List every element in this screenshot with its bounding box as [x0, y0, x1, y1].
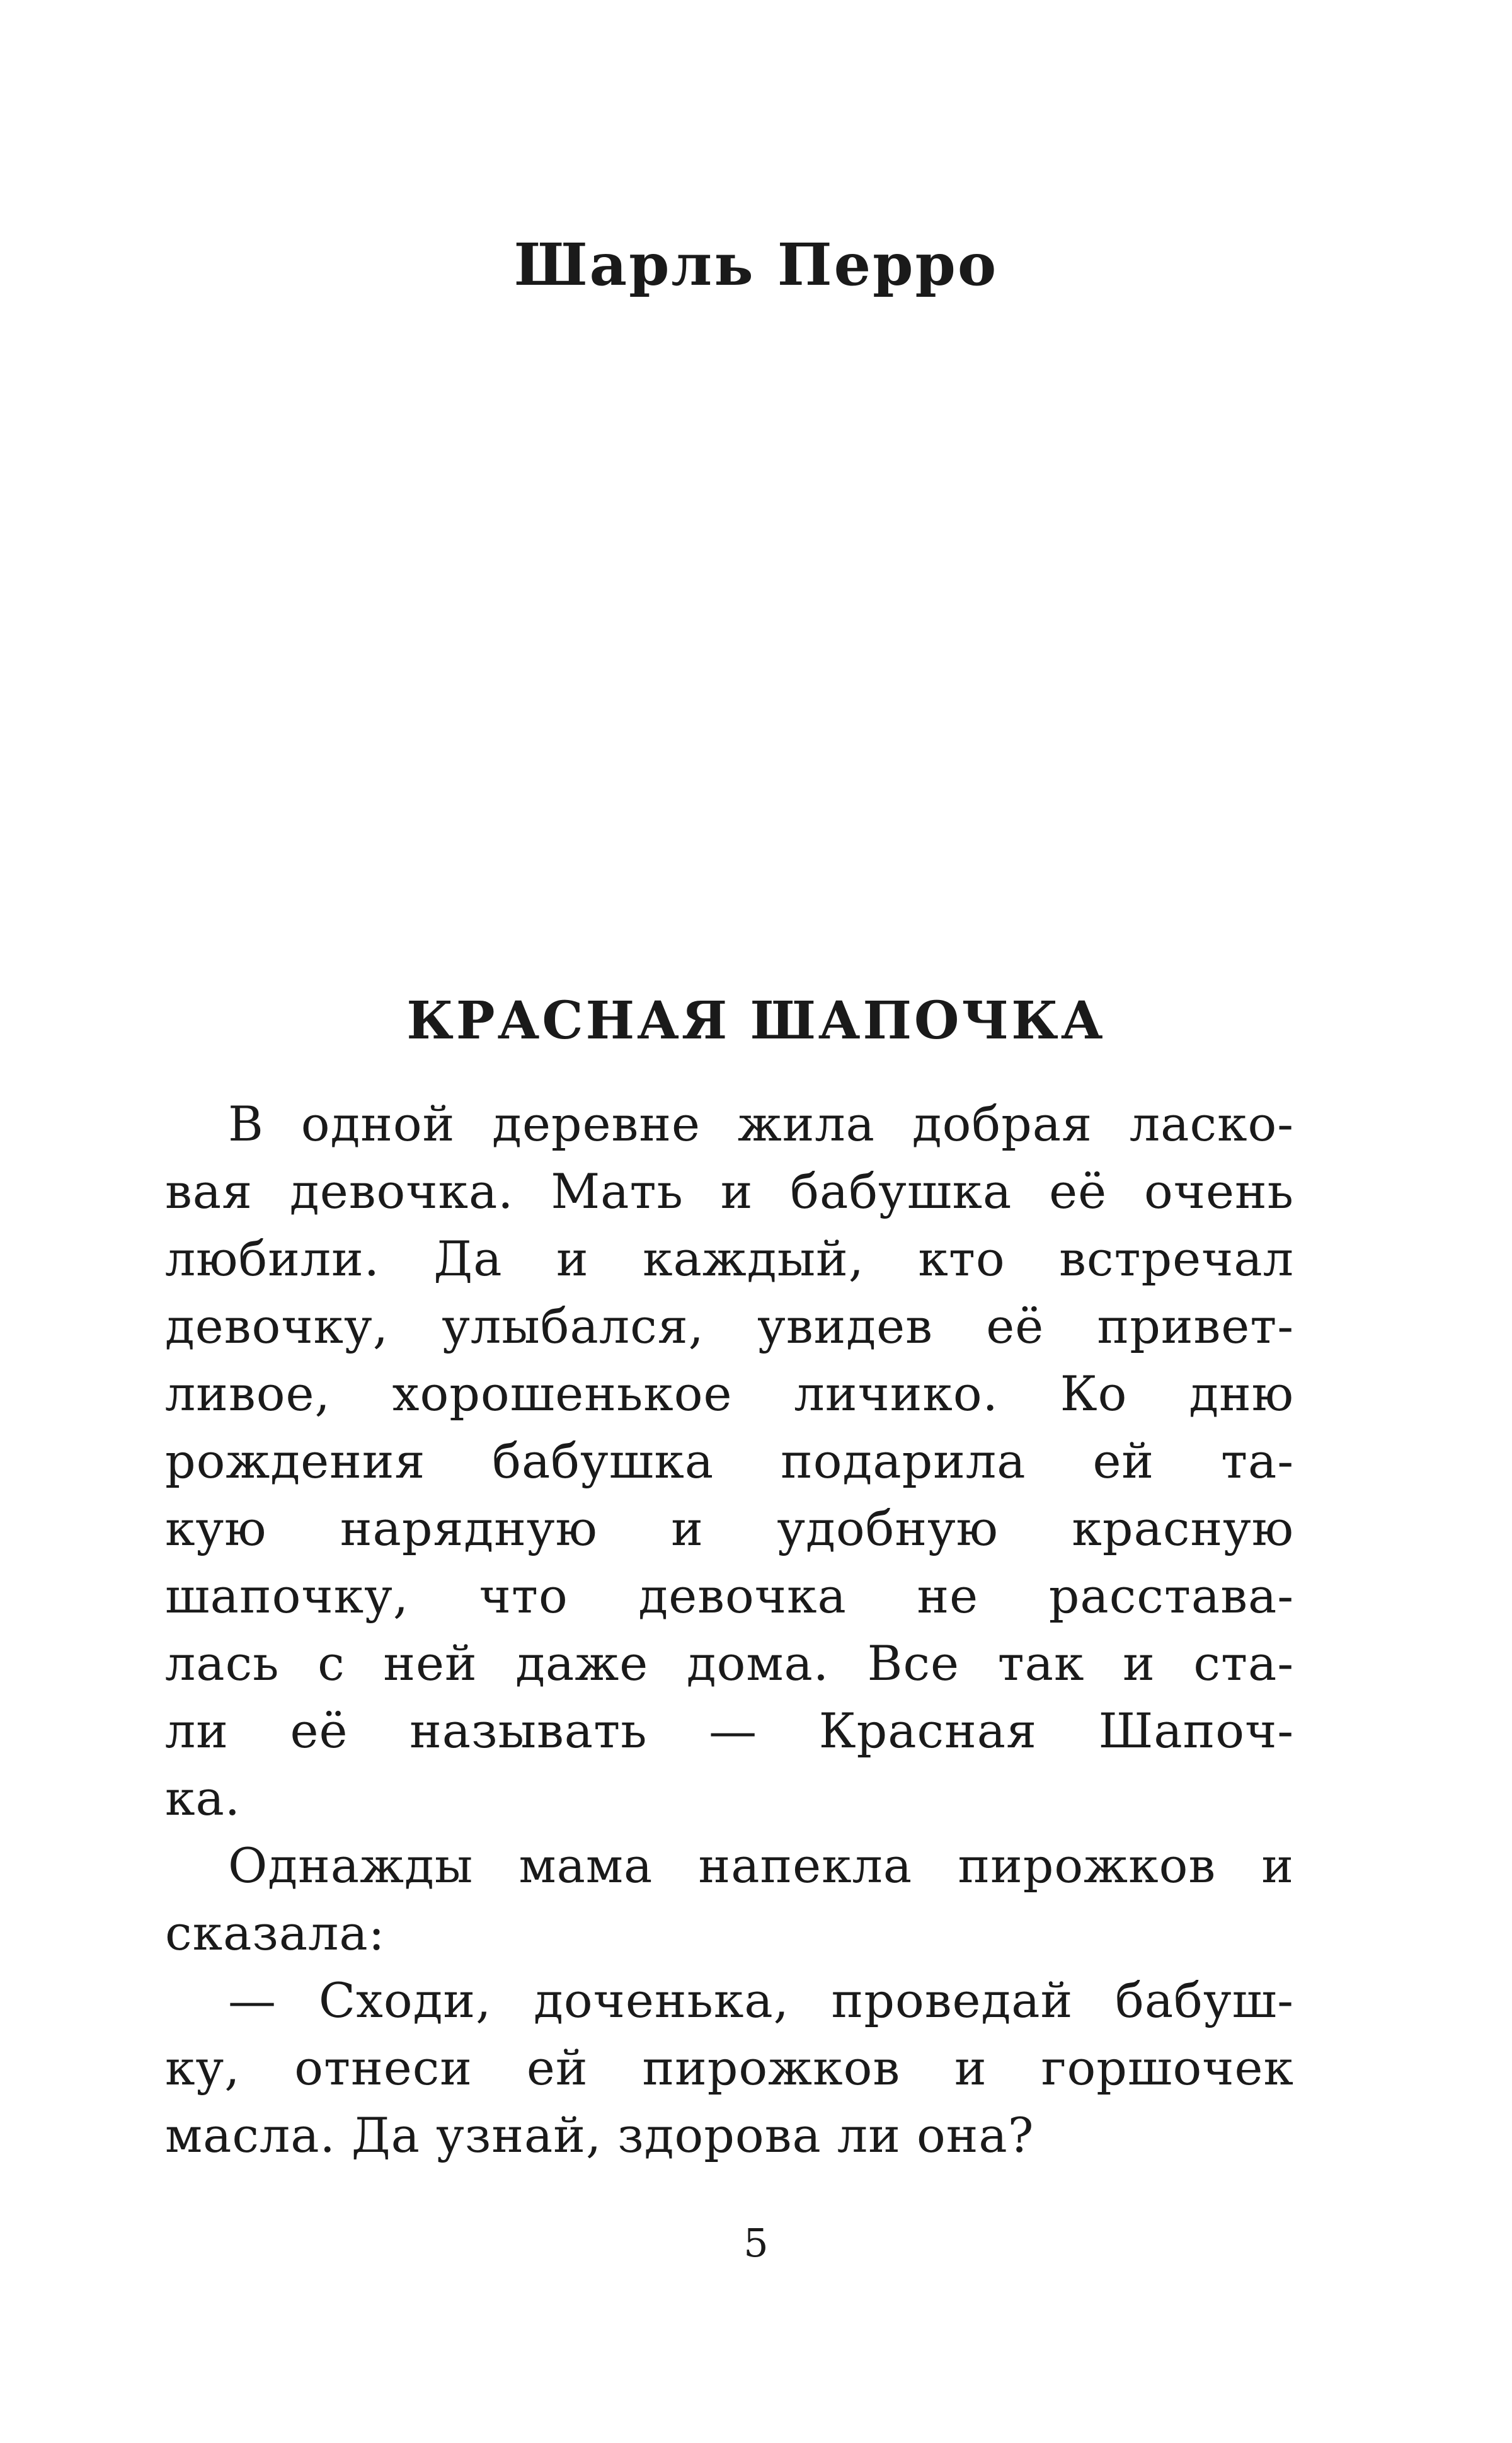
page-number: 5 — [743, 2220, 769, 2266]
text-line: Однажды мама напекла пирожков и — [228, 1837, 1294, 1894]
text-line: ли её называть — Красная Шапоч- — [165, 1703, 1294, 1759]
paragraph-1 — [165, 1090, 1294, 1832]
text-line: ка. — [165, 1770, 241, 1826]
paragraph-2 — [165, 1832, 1294, 1967]
story-title: КРАСНАЯ ШАПОЧКА — [406, 991, 1106, 1051]
text-line: шапочку, что девочка не расстава- — [165, 1568, 1294, 1624]
text-line: ливое, хорошенькое личико. Ко дню — [165, 1365, 1294, 1422]
text-line: рождения бабушка подарила ей та- — [165, 1433, 1294, 1489]
author-name: Шарль Перро — [513, 231, 999, 299]
text-line: кую нарядную и удобную красную — [165, 1500, 1294, 1556]
text-line: масла. Да узнай, здорова ли она? — [165, 2107, 1034, 2163]
text-line: девочку, улыбался, увидев её привет- — [165, 1298, 1294, 1354]
text-line: сказала: — [165, 1905, 386, 1961]
text-line: ку, отнеси ей пирожков и горшочек — [165, 2040, 1294, 2096]
paragraph-3 — [165, 1967, 1294, 2169]
text-line: лась с ней даже дома. Все так и ста- — [165, 1635, 1294, 1691]
text-line: любили. Да и каждый, кто встречал — [165, 1231, 1294, 1287]
text-line: вая девочка. Мать и бабушка её очень — [165, 1163, 1294, 1219]
text-line: — Сходи, доченька, проведай бабуш- — [228, 1972, 1294, 2028]
text-line: В одной деревне жила добрая ласко- — [228, 1096, 1294, 1152]
story-text — [165, 1090, 1294, 2169]
